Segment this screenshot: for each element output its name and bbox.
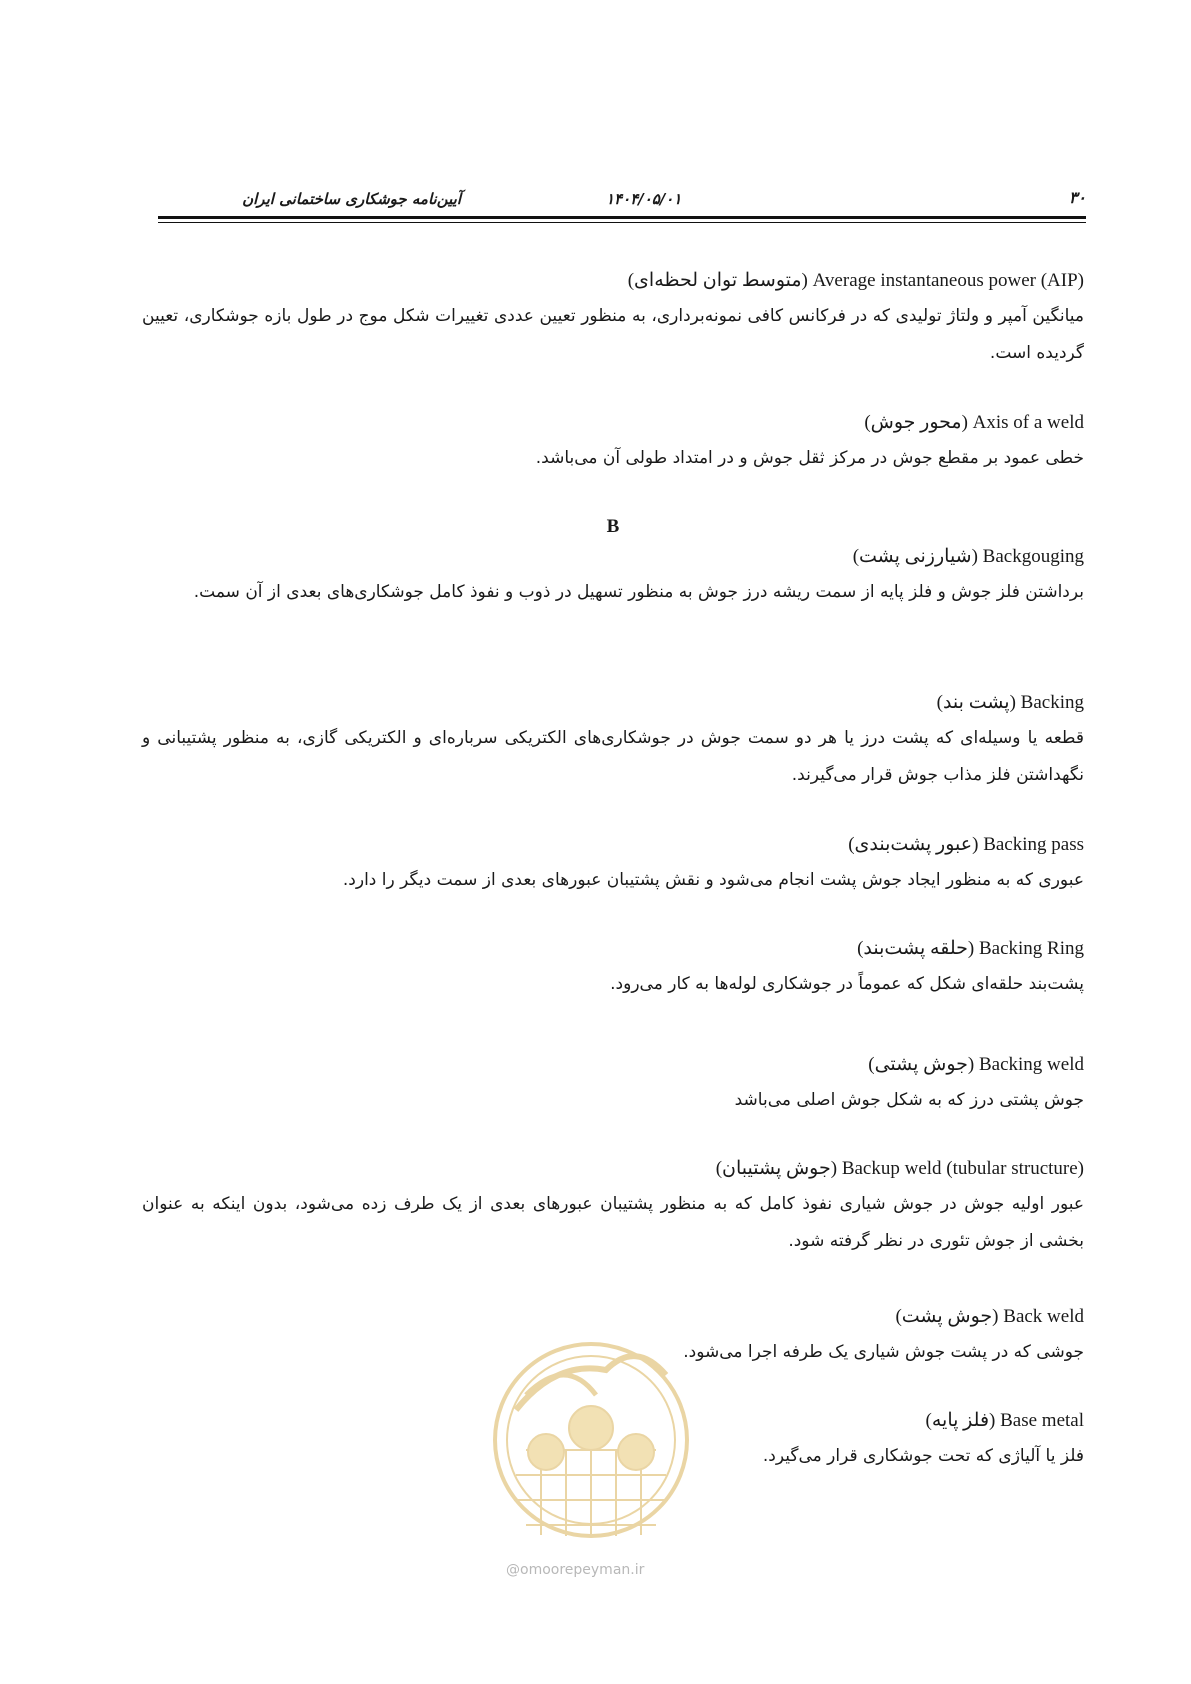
entry-term [142,830,1084,860]
entry-definition: جوشی که در پشت جوش شیاری یک طرفه اجرا می‌شود. [683,1342,1084,1362]
term-english: Backing pass [983,834,1084,855]
glossary-entry [142,1406,1084,1475]
glossary-entry [142,1302,1084,1371]
term-english: Backgouging [982,546,1084,567]
term-persian: (محور جوش) [864,412,968,433]
section-letter: B [606,516,620,537]
header-title: آیین‌نامه جوشکاری ساختمانی ایران [242,190,461,208]
term-english: Backing [1020,692,1084,713]
term-english: Axis of a weld [972,412,1084,433]
term-english: Base metal [1000,1410,1084,1431]
entry-definition: عبور اولیه جوش در جوش شیاری نفوذ کامل که به منظور پشتیبان عبورهای بعدی از یک طرف زده می‌شود، بدون اینکه به عنوان بخشی از جوش تئوری در نظر گرفته شود. [142,1194,1084,1251]
entry-definition: پشت‌بند حلقه‌ای شکل که عموماً در جوشکاری لوله‌ها به کار می‌رود. [610,974,1084,994]
term-persian: (عبور پشت‌بندی) [848,834,979,855]
term-english: Average instantaneous power (AIP) [812,270,1084,291]
term-english: Backing Ring [978,938,1084,959]
entry-definition: جوش پشتی درز که به شکل جوش اصلی می‌باشد [734,1090,1084,1110]
glossary-entry [142,408,1084,477]
entry-definition: فلز یا آلیاژی که تحت جوشکاری قرار می‌گیرد. [762,1446,1084,1466]
header-date: ۱۴۰۴/۰۵/۰۱ [606,190,682,208]
entry-term [142,266,1084,296]
glossary-entry [142,688,1084,794]
entry-term [142,408,1084,438]
term-persian: (متوسط توان لحظه‌ای) [627,270,808,291]
page-number: ۳۰ [1068,188,1086,207]
term-persian: (پشت بند) [936,692,1016,713]
term-persian: (جوش پشتی) [868,1054,975,1075]
term-english: Back weld [1003,1306,1084,1327]
entry-term [142,542,1084,572]
entry-term [142,1302,1084,1332]
entry-definition: برداشتن فلز جوش و فلز پایه از سمت ریشه درز جوش به منظور تسهیل در ذوب و نفوذ کامل جوشکاری‌های بعدی از آن سمت. [193,582,1084,602]
header-rule-thin [158,222,1086,223]
watermark-url: @omoorepeyman.ir [506,1562,645,1578]
entry-term [142,1154,1084,1184]
glossary-entry [142,1154,1084,1260]
term-persian: (شیارزنی پشت) [852,546,978,567]
term-persian: (فلز پایه) [925,1410,996,1431]
term-persian: (جوش پشتیبان) [715,1158,838,1179]
term-persian: (حلقه پشت‌بند) [857,938,975,959]
term-english: Backing weld [978,1054,1084,1075]
entry-definition: عبوری که به منظور ایجاد جوش پشت انجام می‌شود و نقش پشتیبان عبورهای بعدی از سمت دیگر را دارد. [342,870,1084,890]
entry-term [142,934,1084,964]
term-persian: (جوش پشت) [895,1306,999,1327]
entry-term [142,688,1084,718]
term-english: Backup weld (tubular structure) [841,1158,1084,1179]
page-header [158,184,1086,218]
entry-definition: میانگین آمپر و ولتاژ تولیدی که در فرکانس کافی نمونه‌برداری، به منظور تعیین عددی تغییرات شکل موج در طول بازه جوشکاری، تعیین گردیده است. [142,306,1084,363]
entry-definition: خطی عمود بر مقطع جوش در مرکز ثقل جوش و در امتداد طولی آن می‌باشد. [535,448,1084,468]
glossary-entry [142,1050,1084,1119]
header-rule-thick [158,216,1086,219]
glossary-entry [142,830,1084,899]
glossary-entry [142,542,1084,611]
entry-definition: قطعه یا وسیله‌ای که پشت درز یا هر دو سمت جوش در جوشکاری‌های الکتریکی سرباره‌ای و الکتریکی گازی، به منظور پشتیبانی و نگهداشتن فلز مذاب جوش قرار می‌گیرند. [142,728,1084,785]
glossary-entry [142,934,1084,1003]
entry-term [142,1050,1084,1080]
glossary-entry [142,266,1084,372]
entry-term [142,1406,1084,1436]
